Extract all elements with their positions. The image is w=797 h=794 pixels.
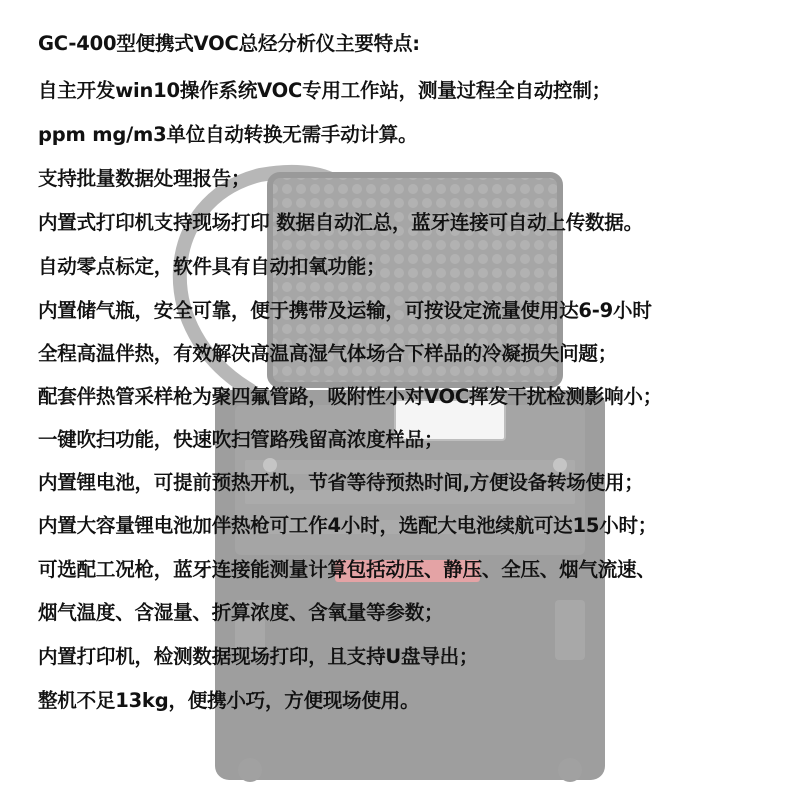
feature-item: 可选配工况枪，蓝牙连接能测量计算包括动压、静压、全压、烟气流速、 [38, 558, 656, 581]
feature-item: 内置式打印机支持现场打印 数据自动汇总，蓝牙连接可自动上传数据。 [38, 211, 643, 234]
feature-item: ppm mg/m3单位自动转换无需手动计算。 [38, 123, 418, 146]
feature-item: 支持批量数据处理报告； [38, 167, 251, 190]
document-title: GC-400型便携式VOC总烃分析仪主要特点: [38, 32, 420, 55]
feature-item: 烟气温度、含湿量、折算浓度、含氧量等参数； [38, 601, 444, 624]
feature-item: 自动零点标定，软件具有自动扣氧功能； [38, 255, 386, 278]
feature-item: 一键吹扫功能，快速吹扫管路残留高浓度样品； [38, 428, 444, 451]
feature-item: 全程高温伴热，有效解决高温高湿气体场合下样品的冷凝损失问题； [38, 342, 618, 365]
feature-item: 整机不足13kg，便携小巧，方便现场使用。 [38, 689, 420, 712]
feature-item: 配套伴热管采样枪为聚四氟管路，吸附性小对VOC挥发干扰检测影响小； [38, 385, 663, 408]
feature-item: 自主开发win10操作系统VOC专用工作站，测量过程全自动控制； [38, 79, 611, 102]
feature-item: 内置储气瓶，安全可靠，便于携带及运输，可按设定流量使用达6-9小时 [38, 299, 652, 322]
feature-item: 内置大容量锂电池加伴热枪可工作4小时，选配大电池续航可达15小时； [38, 514, 658, 537]
feature-item: 内置锂电池，可提前预热开机，节省等待预热时间,方便设备转场使用； [38, 471, 644, 494]
feature-item: 内置打印机，检测数据现场打印，且支持U盘导出； [38, 645, 479, 668]
